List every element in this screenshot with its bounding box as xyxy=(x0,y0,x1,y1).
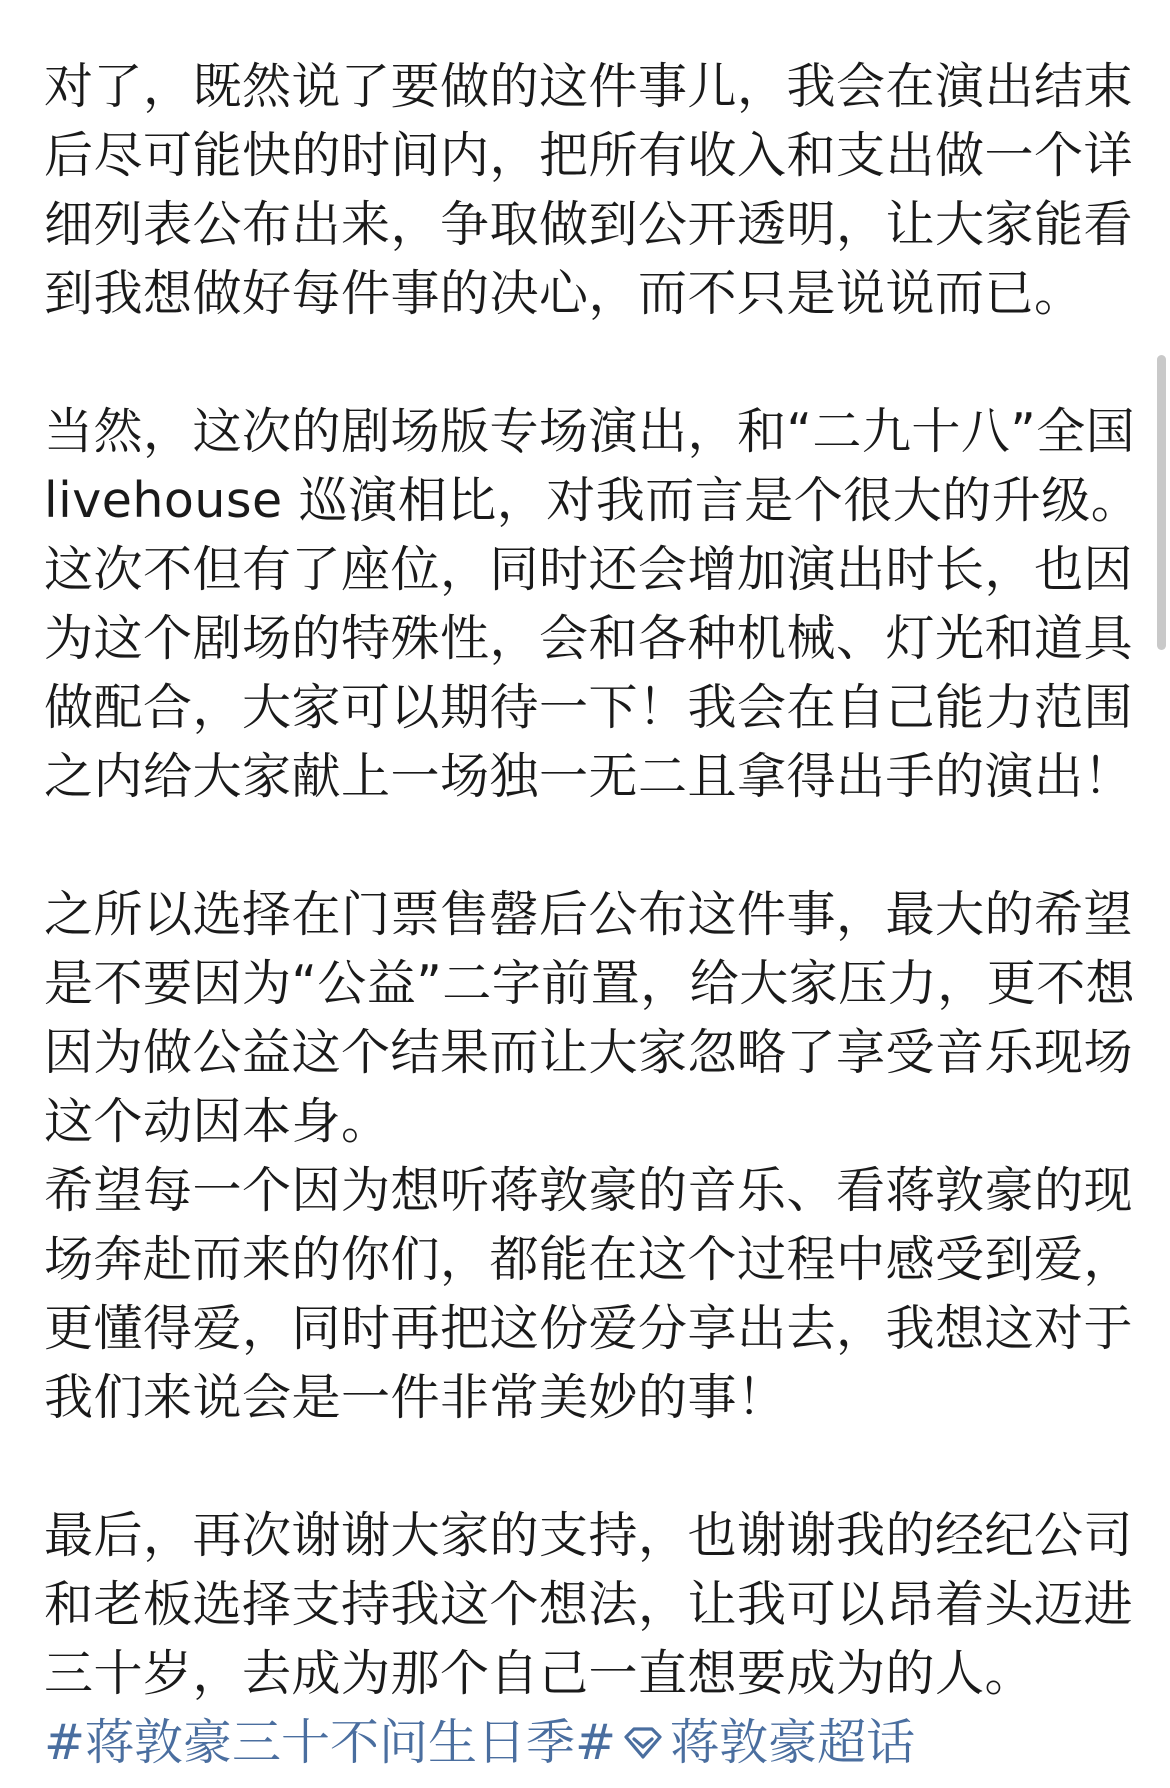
paragraph-gap xyxy=(44,328,1134,397)
text-line: 到我想做好每件事的决心，而不只是说说而已。 xyxy=(44,265,1084,322)
text-line: 因为做公益这个结果而让大家忽略了享受音乐现场 xyxy=(44,1024,1134,1081)
post-body xyxy=(44,52,1141,1777)
text-line: 场奔赴而来的你们，都能在这个过程中感受到爱， xyxy=(44,1231,1134,1288)
text-line: 这个动因本身。 xyxy=(44,1093,391,1150)
text-line: 最后，再次谢谢大家的支持，也谢谢我的经纪公司 xyxy=(44,1507,1134,1564)
text-line: 细列表公布出来，争取做到公开透明，让大家能看 xyxy=(44,196,1134,253)
text-line: 为这个剧场的特殊性，会和各种机械、灯光和道具 xyxy=(44,610,1134,667)
super-topic-link[interactable]: 蒋敦豪超话 xyxy=(670,1714,916,1771)
hashtag-row xyxy=(44,1708,1134,1777)
paragraph-4 xyxy=(44,1501,1134,1708)
super-topic-diamond-icon[interactable] xyxy=(618,1718,668,1768)
text-line: 我们来说会是一件非常美妙的事！ xyxy=(44,1369,787,1426)
text-line: 做配合，大家可以期待一下！我会在自己能力范围 xyxy=(44,679,1134,736)
text-line: livehouse 巡演相比，对我而言是个很大的升级。 xyxy=(44,472,1141,529)
text-line: 和老板选择支持我这个想法，让我可以昂着头迈进 xyxy=(44,1576,1134,1633)
paragraph-3 xyxy=(44,880,1134,1432)
text-line: 对了，既然说了要做的这件事儿，我会在演出结束 xyxy=(44,58,1134,115)
text-line: 是不要因为“公益”二字前置，给大家压力，更不想 xyxy=(44,955,1136,1012)
hashtag-link[interactable]: #蒋敦豪三十不问生日季# xyxy=(44,1714,617,1771)
paragraph-1 xyxy=(44,52,1134,328)
text-line: 希望每一个因为想听蒋敦豪的音乐、看蒋敦豪的现 xyxy=(44,1162,1134,1219)
paragraph-2 xyxy=(44,397,1141,811)
text-line: 更懂得爱，同时再把这份爱分享出去，我想这对于 xyxy=(44,1300,1134,1357)
text-line: 三十岁，去成为那个自己一直想要成为的人。 xyxy=(44,1645,1035,1702)
paragraph-gap xyxy=(44,1432,1134,1501)
paragraph-gap xyxy=(44,811,1134,880)
text-line: 之所以选择在门票售罄后公布这件事，最大的希望 xyxy=(44,886,1134,943)
text-line: 当然，这次的剧场版专场演出，和“二九十八”全国 xyxy=(44,403,1136,460)
text-line: 之内给大家献上一场独一无二且拿得出手的演出！ xyxy=(44,748,1134,805)
text-line: 后尽可能快的时间内，把所有收入和支出做一个详 xyxy=(44,127,1134,184)
text-line: 这次不但有了座位，同时还会增加演出时长，也因 xyxy=(44,541,1134,598)
scrollbar-thumb[interactable] xyxy=(1157,355,1166,650)
